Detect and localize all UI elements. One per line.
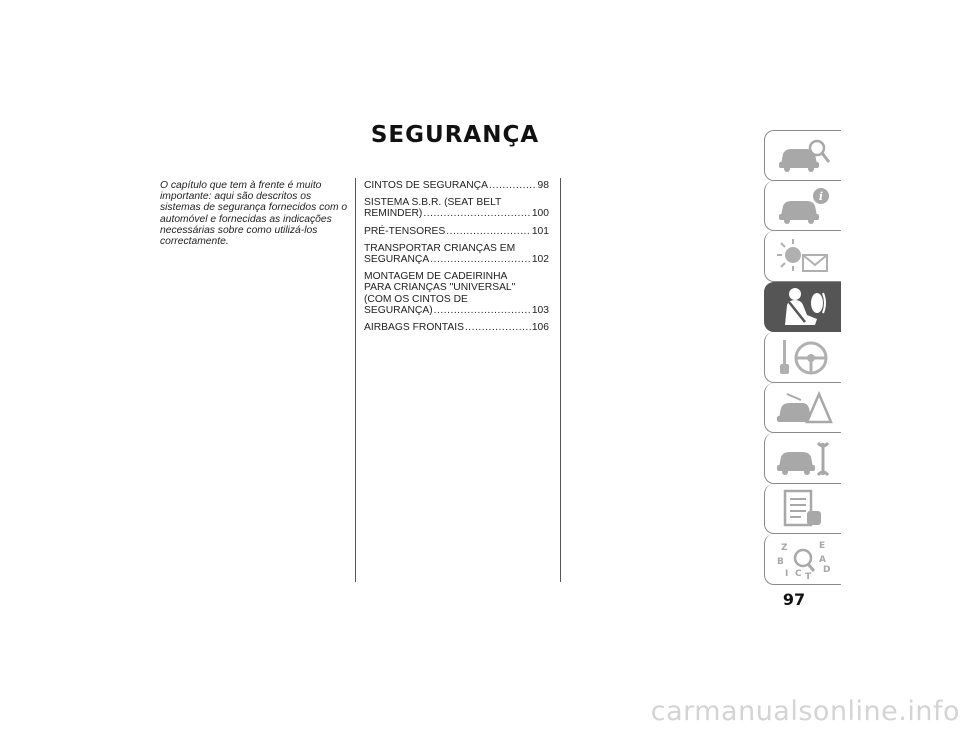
index-letter: I [785, 568, 789, 579]
warning-light-envelope-icon [773, 235, 833, 277]
airbag-passenger-icon [773, 285, 833, 327]
toc-item-label: SEGURANÇA) [364, 304, 433, 316]
car-magnifier-icon [773, 134, 833, 176]
tab-emergency[interactable] [764, 383, 841, 434]
tab-car-inspection[interactable] [764, 130, 841, 181]
car-info-icon [773, 184, 833, 226]
toc-item-label: PRÉ-TENSORES [364, 225, 446, 237]
alphabetical-index-icon [773, 538, 833, 580]
tab-technical-data[interactable] [764, 484, 841, 535]
page-number: 97 [782, 590, 806, 609]
toc-leader-dots [434, 305, 531, 316]
toc-item[interactable] [364, 226, 549, 237]
table-of-contents [364, 180, 549, 339]
index-letter: A [819, 554, 826, 565]
tab-car-info[interactable] [764, 181, 841, 232]
toc-item-page: 102 [531, 254, 549, 266]
toc-item-page: 101 [531, 225, 549, 237]
tab-warning-lights[interactable] [764, 231, 841, 282]
toc-item[interactable] [364, 271, 549, 316]
toc-item-page: 103 [531, 304, 549, 316]
index-letter: C [795, 568, 802, 579]
toc-item[interactable] [364, 197, 549, 219]
toc-item-label-lead: MONTAGEM DE CADEIRINHA PARA CRIANÇAS "UNIVERSAL" (COM OS CINTOS DE [364, 271, 516, 305]
toc-item[interactable] [364, 322, 549, 333]
index-letter: T [805, 571, 812, 580]
toc-leader-dots [489, 180, 537, 191]
tab-maintenance[interactable] [764, 433, 841, 484]
tab-starting-driving[interactable] [764, 332, 841, 383]
index-letter: D [823, 564, 831, 575]
index-letter: E [819, 540, 826, 551]
toc-leader-dots [423, 208, 530, 219]
column-divider-right [560, 178, 561, 582]
svg-text:i: i [818, 190, 824, 204]
toc-item-label: AIRBAGS FRONTAIS [364, 322, 464, 334]
toc-leader-dots [430, 254, 531, 265]
toc-leader-dots [465, 322, 531, 333]
index-letter: B [777, 556, 784, 567]
toc-item-page: 106 [531, 322, 549, 334]
intro-text: O capítulo que tem à frente é muito importante: aqui são descritos os sistemas de segurança fornecidos com o automóvel e fornecidas as indicações necessárias sobre como utilizá-los correctamente. [160, 180, 348, 248]
toc-item-label: REMINDER) [364, 208, 423, 220]
car-crash-warning-icon [773, 386, 833, 428]
page-title: SEGURANÇA [370, 122, 540, 148]
toc-item[interactable] [364, 243, 549, 265]
toc-item-label: SEGURANÇA [364, 254, 430, 266]
watermark: carmanualsonline.info [650, 696, 960, 727]
column-divider-left [355, 178, 356, 582]
toc-item-label-lead: TRANSPORTAR CRIANÇAS EM [364, 242, 516, 254]
index-letter: Z [781, 542, 788, 553]
section-tabs [764, 130, 841, 585]
toc-item-label-lead: SISTEMA S.B.R. (SEAT BELT [364, 197, 502, 209]
toc-item[interactable] [364, 180, 549, 191]
car-wrench-icon [773, 437, 833, 479]
toc-item-label: CINTOS DE SEGURANÇA [364, 180, 488, 191]
steering-wheel-key-icon [773, 336, 833, 378]
toc-item-page: 98 [537, 180, 549, 191]
tab-safety[interactable] [764, 282, 841, 333]
toc-item-page: 100 [531, 208, 549, 220]
document-list-icon [773, 487, 833, 529]
toc-leader-dots [446, 226, 531, 237]
tab-index[interactable] [764, 534, 841, 585]
